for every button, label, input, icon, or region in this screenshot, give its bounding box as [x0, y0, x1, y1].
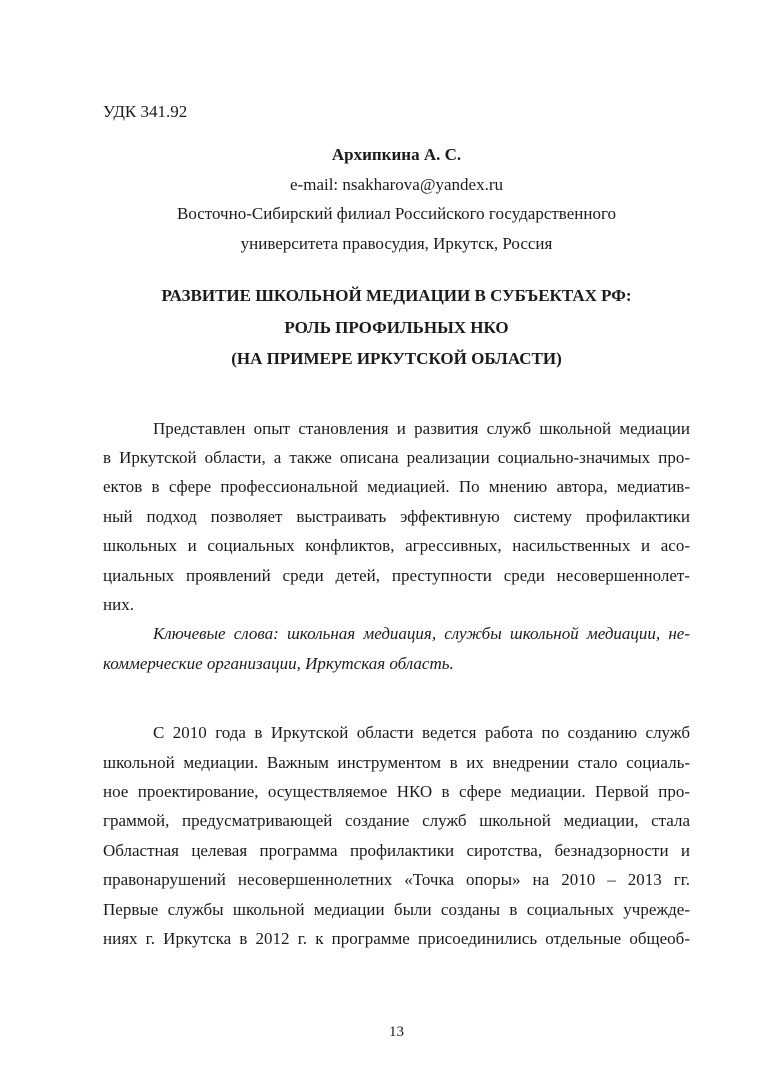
text-line: циальных проявлений среди детей, преступности среди несовершеннолет- — [103, 565, 690, 585]
text-line: Областная целевая программа профилактики сиротства, безнадзорности и — [103, 840, 690, 860]
affiliation — [103, 199, 690, 258]
text-line: школьной медиации. Важным инструментом в их внедрении стало социаль- — [103, 752, 690, 772]
text-line: правонарушений несовершеннолетних «Точка опоры» на 2010 – 2013 гг. — [103, 870, 690, 890]
text-line: граммой, предусматривающей создание служб школьной медиации, стала — [103, 811, 690, 831]
abstract-paragraph — [103, 414, 690, 620]
article-title — [103, 280, 690, 375]
text-line: них. — [103, 594, 134, 614]
text-line: коммерческие организации, Иркутская область. — [103, 653, 454, 673]
author-email: e-mail: nsakharova@yandex.ru — [290, 174, 503, 194]
author-name: Архипкина А. С. — [331, 145, 462, 165]
text-line: Представлен опыт становления и развития служб школьной медиации — [153, 418, 690, 438]
text-line: школьных и социальных конфликтов, агрессивных, насильственных и асо- — [103, 536, 690, 556]
page-number: 13 — [389, 1024, 404, 1041]
text-line: ниях г. Иркутска в 2012 г. к программе присоединились отдельные общеоб- — [103, 929, 690, 949]
keywords-paragraph — [103, 619, 690, 678]
text-line: РАЗВИТИЕ ШКОЛЬНОЙ МЕДИАЦИИ В СУБЪЕКТАХ РФ: — [161, 286, 632, 306]
text-line: ектов в сфере профессиональной медиацией. По мнению автора, медиатив- — [103, 477, 690, 497]
text-line: ный подход позволяет выстраивать эффективную систему профилактики — [103, 506, 690, 526]
body-paragraph — [103, 718, 690, 953]
text-line: ное проектирование, осуществляемое НКО в сфере медиации. Первой про- — [103, 782, 690, 801]
text-line: Восточно-Сибирский филиал Российского государственного — [176, 204, 617, 224]
text-line: (НА ПРИМЕРЕ ИРКУТСКОЙ ОБЛАСТИ) — [231, 349, 562, 369]
text-line: в Иркутской области, а также описана реализации социально-значимых про- — [103, 447, 690, 467]
text-line: Ключевые слова: школьная медиация, службы школьной медиации, не- — [153, 624, 690, 644]
text-line: университета правосудия, Иркутск, Россия — [240, 233, 553, 253]
text-line: РОЛЬ ПРОФИЛЬНЫХ НКО — [284, 317, 509, 337]
udc-code: УДК 341.92 — [103, 102, 188, 121]
text-line: С 2010 года в Иркутской области ведется работа по созданию служб — [153, 723, 690, 743]
text-line: Первые службы школьной медиации были созданы в социальных учрежде- — [103, 899, 690, 919]
